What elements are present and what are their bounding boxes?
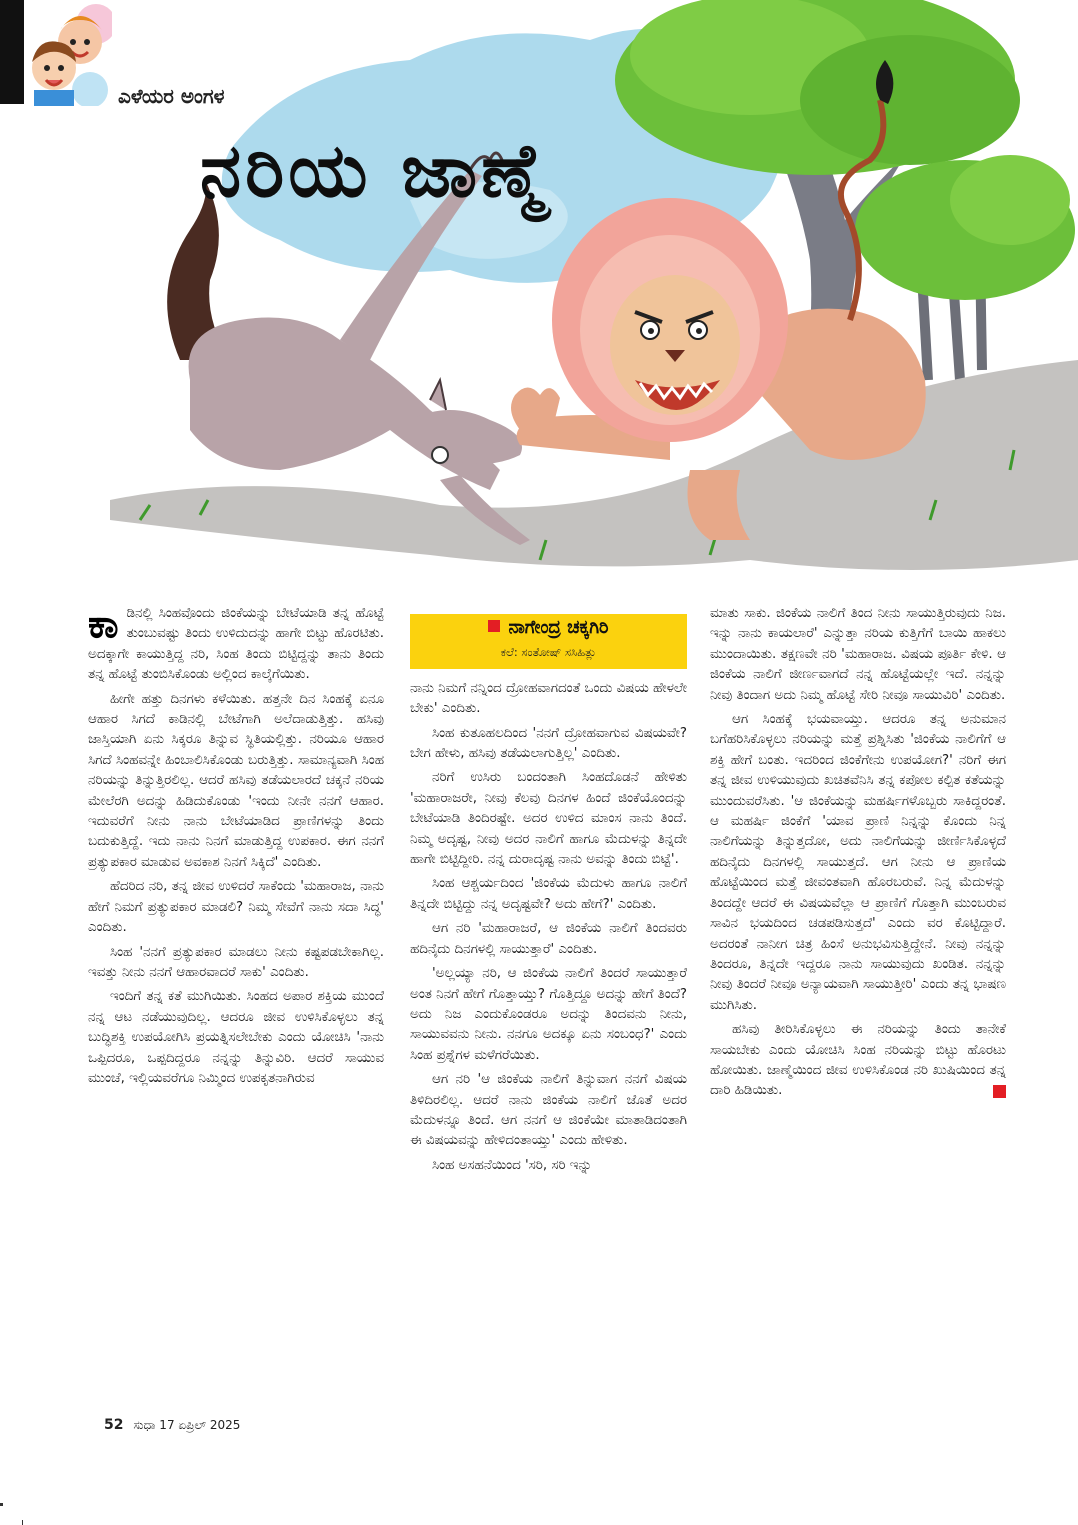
drop-cap: ಕಾ — [88, 602, 119, 646]
author-name: ನಾಗೇಂದ್ರ ಚಕ್ಕಗಿರಿ — [508, 617, 609, 638]
paragraph: ಹೀಗೇ ಹತ್ತು ದಿನಗಳು ಕಳೆಯಿತು. ಹತ್ತನೇ ದಿನ ಸಿಂಹಕ್ಕೆ ಏನೂ ಆಹಾರ ಸಿಗದೆ ಕಾಡಿನಲ್ಲಿ ಬೇಟೆಗಾಗಿ ಅಲೆದಾಡುತ್ತಿತ್ತು. ಹಸಿವು ಜಾಸ್ತಿಯಾಗಿ ಏನು ಸಿಕ್ಕರೂ ತಿನ್ನುವ ಸ್ಥಿತಿಯಲ್ಲಿತ್ತು. ನರಿಯೂ ಆಹಾರ ಸಿಗದೆ ಸಿಂಹವನ್ನೇ ಹಿಂಬಾಲಿಸಿಕೊಂಡು ಬರುತ್ತಿತ್ತು. ಸಾಮಾನ್ಯವಾಗಿ ಸಿಂಹ ನರಿಯನ್ನು ತಿನ್ನುತ್ತಿರಲಿಲ್ಲ. ಆದರೆ ಹಸಿವು ತಡೆಯಲಾರದೆ ಚಕ್ಕನೆ ನರಿಯ ಮೇಲೆರಗಿ ಅದನ್ನು ಹಿಡಿದುಕೊಂಡು 'ಇಂದು ನೀನೇ ನನಗೆ ಆಹಾರ. ಇದುವರೆಗೆ ನೀನು ನಾನು ಬೇಟೆಯಾಡಿದ ಪ್ರಾಣಿಗಳನ್ನು ತಿಂದು ಬದುಕುತ್ತಿದ್ದೆ. ಇದು ನಾನು ನಿನಗೆ ಮಾಡುತ್ತಿದ್ದ ಉಪಕಾರ. ಈಗ ನನಗೆ ಪ್ರತ್ಯುಪಕಾರ ಮಾಡುವ ಅವಕಾಶ ನಿನಗೆ ಸಿಕ್ಕಿದೆ' ಎಂದಿತು. — [88, 691, 384, 870]
column-1 — [88, 604, 384, 1093]
paragraph: ಆಗ ನರಿ 'ಆ ಜಿಂಕೆಯ ನಾಲಿಗೆ ತಿನ್ನುವಾಗ ನನಗೆ ವಿಷಯ ತಿಳಿದಿರಲಿಲ್ಲ. ಆದರೆ ನಾನು ಜಿಂಕೆಯ ನಾಲಿಗೆ ಜೊತೆ ಅದರ ಮೆದುಳನ್ನೂ ತಿಂದೆ. ಆಗ ನನಗೆ ಆ ಜಿಂಕೆಯೇ ಮಾತಾಡಿದಂತಾಗಿ ಈ ವಿಷಯವನ್ನು ಹೇಳಿದಂತಾಯ್ತು' ಎಂದು ಹೇಳಿತು. — [410, 1072, 687, 1149]
column-2 — [410, 604, 687, 1180]
paragraph: ಮಾತು ಸಾಕು. ಜಿಂಕೆಯ ನಾಲಿಗೆ ತಿಂದ ನೀನು ಸಾಯುತ್ತಿರುವುದು ನಿಜ. ಇನ್ನು ನಾನು ಕಾಯಲಾರೆ' ಎನ್ನುತ್ತಾ ನರಿಯ ಕುತ್ತಿಗೆಗೆ ಬಾಯಿ ಹಾಕಲು ಮುಂದಾಯಿತು. ತಕ್ಷಣವೇ ನರಿ 'ಮಹಾರಾಜ. ವಿಷಯ ಪೂರ್ತಿ ಕೇಳಿ. ಆ ಜಿಂಕೆಯ ನಾಲಿಗೆ ಜೀರ್ಣವಾಗದೆ ನನ್ನ ಹೊಟ್ಟೆಯಲ್ಲೇ ಇದೆ. ನನ್ನನ್ನು ನೀವು ತಿಂದಾಗ ಅದು ನಿಮ್ಮ ಹೊಟ್ಟೆ ಸೇರಿ ನೀವೂ ಸಾಯುವಿರಿ' ಎಂದಿತು. — [710, 606, 1006, 703]
page-footer — [104, 1417, 240, 1433]
page-number: 52 — [104, 1417, 124, 1433]
paragraph: ಸಿಂಹ 'ನನಗೆ ಪ್ರತ್ಯುಪಕಾರ ಮಾಡಲು ನೀನು ಕಷ್ಟಪಡಬೇಕಾಗಿಲ್ಲ. ಇವತ್ತು ನೀನು ನನಗೆ ಆಹಾರವಾದರೆ ಸಾಕು' ಎಂದಿತು. — [88, 944, 384, 980]
story-title: ನರಿಯ ಜಾಣ್ಮೆ — [200, 128, 550, 214]
paragraph: ಆಗ ನರಿ 'ಮಹಾರಾಜರೆ, ಆ ಜಿಂಕೆಯ ನಾಲಿಗೆ ತಿಂದವರು ಹದಿನೈದು ದಿನಗಳಲ್ಲಿ ಸಾಯುತ್ತಾರೆ' ಎಂದಿತು. — [410, 921, 687, 957]
square-bullet-icon — [488, 620, 500, 632]
paragraph: ನಾನು ನಿಮಗೆ ನನ್ನಿಂದ ದ್ರೋಹವಾಗದಂತೆ ಒಂದು ವಿಷಯ ಹೇಳಲೇ ಬೇಕು' ಎಂದಿತು. — [410, 680, 687, 717]
crop-mark — [22, 1520, 23, 1525]
paragraph: ನರಿಗೆ ಉಸಿರು ಬಂದಂತಾಗಿ ಸಿಂಹದೊಡನೆ ಹೇಳಿತು 'ಮಹಾರಾಜರೇ, ನೀವು ಕೆಲವು ದಿನಗಳ ಹಿಂದೆ ಜಿಂಕೆಯೊಂದನ್ನು ಬೇಟೆಯಾಡಿ ತಿಂದಿರಷ್ಟೇ. ಅದರ ಉಳಿದ ಮಾಂಸ ನಾನು ತಿಂದೆ. ನಿಮ್ಮ ಅದೃಷ್ಟ, ನೀವು ಅದರ ನಾಲಿಗೆ ಹಾಗೂ ಮೆದುಳನ್ನು ತಿನ್ನದೇ ಹಾಗೇ ಬಿಟ್ಟಿದ್ದೀರಿ. ನನ್ನ ದುರಾದೃಷ್ಟ ನಾನು ಅವನ್ನು ತಿಂದು ಬಿಟ್ಟೆ'. — [410, 770, 687, 868]
crop-mark — [0, 1503, 3, 1506]
paragraph: ಹಸಿವು ತೀರಿಸಿಕೊಳ್ಳಲು ಈ ನರಿಯನ್ನು ತಿಂದು ತಾನೇಕೆ ಸಾಯಬೇಕು ಎಂದು ಯೋಚಿಸಿ ಸಿಂಹ ನರಿಯನ್ನು ಬಿಟ್ಟು ಹೊರಟು ಹೋಯಿತು. ಜಾಣ್ಮೆಯಿಂದ ಜೀವ ಉಳಿಸಿಕೊಂಡ ನರಿ ಖುಷಿಯಿಂದ ತನ್ನ ದಾರಿ ಹಿಡಿಯಿತು. — [710, 1022, 1006, 1099]
paragraph: ಆಗ ಸಿಂಹಕ್ಕೆ ಭಯವಾಯ್ತು. ಆದರೂ ತನ್ನ ಅನುಮಾನ ಬಗೆಹರಿಸಿಕೊಳ್ಳಲು ನರಿಯನ್ನು ಮತ್ತೆ ಪ್ರಶ್ನಿಸಿತು 'ಜಿಂಕೆಯ ನಾಲಿಗೆಗೆ ಆ ಶಕ್ತಿ ಹೇಗೆ ಬಂತು. ಇದರಿಂದ ಜಿಂಕೆಗೇನು ಉಪಯೋಗ?' ನರಿಗೆ ಈಗ ತನ್ನ ಜೀವ ಉಳಿಯುವುದು ಖಚಿತವೆನಿಸಿ ತನ್ನ ಕಪೋಲ ಕಲ್ಪಿತ ಕತೆಯನ್ನು ಮುಂದುವರೆಸಿತು. 'ಆ ಜಿಂಕೆಯನ್ನು ಮಹರ್ಷಿಗಳೊಬ್ಬರು ಸಾಕಿದ್ದರಂತೆ. ಆ ಮಹರ್ಷಿ ಜಿಂಕೆಗೆ 'ಯಾವ ಪ್ರಾಣಿ ನಿನ್ನನ್ನು ಕೊಂದು ನಿನ್ನ ನಾಲಿಗೆಯನ್ನು ತಿನ್ನುತ್ತದೋ, ಅದು ನಾಲಿಗೆಯನ್ನು ಜೀರ್ಣಿಸಿಕೊಳ್ಳದೆ ಹದಿನೈದು ದಿನಗಳಲ್ಲಿ ಸಾಯುತ್ತದೆ. ಆಗ ನೀನು ಆ ಪ್ರಾಣಿಯ ಹೊಟ್ಟೆಯಿಂದ ಮತ್ತೆ ಜೀವಂತವಾಗಿ ಹೊರಬರುವೆ. ನಿನ್ನ ಮೆದುಳನ್ನು ತಿಂದದ್ದೇ ಆದರೆ ಈ ವಿಷಯವೆಲ್ಲಾ ಆ ಪ್ರಾಣಿಗೆ ಗೊತ್ತಾಗಿ ಮುಂಬರುವ ಸಾವಿನ ಭಯದಿಂದ ಚಡಪಡಿಸುತ್ತದೆ' ಎಂದು ವರ ಕೊಟ್ಟಿದ್ದಾರೆ. ಅದರಂತೆ ನಾನೀಗ ಚಿತ್ರ ಹಿಂಸೆ ಅನುಭವಿಸುತ್ತಿದ್ದೇನೆ. ನೀವು ನನ್ನನ್ನು ತಿಂದರೂ, ತಿನ್ನದೇ ಇದ್ದರೂ ನಾನು ಸಾಯುವುದು ಖಂಡಿತ. ನನ್ನನ್ನು ನೀವು ತಿಂದರೆ ನೀವೂ ಅನ್ಯಾಯವಾಗಿ ಸಾಯುತ್ತೀರಿ' ಎಂದು ತನ್ನ ಭಾಷಣ ಮುಗಿಸಿತು. — [710, 712, 1006, 1013]
corner-bar — [0, 0, 24, 104]
kids-section-logo — [24, 2, 112, 106]
paragraph: ಇಂದಿಗೆ ತನ್ನ ಕತೆ ಮುಗಿಯಿತು. ಸಿಂಹದ ಅಪಾರ ಶಕ್ತಿಯ ಮುಂದೆ ನನ್ನ ಆಟ ನಡೆಯುವುದಿಲ್ಲ. ಆದರೂ ಜೀವ ಉಳಿಸಿಕೊಳ್ಳಲು ತನ್ನ ಬುದ್ಧಿಶಕ್ತಿ ಉಪಯೋಗಿಸಿ ಪ್ರಯತ್ನಿಸಲೇಬೇಕು ಎಂದು ಯೋಚಿಸಿ 'ನಾನು ಒಪ್ಪಿದರೂ, ಒಪ್ಪದಿದ್ದರೂ ನನ್ನನ್ನು ತಿನ್ನುವಿರಿ. ಆದರೆ ಸಾಯುವ ಮುಂಚೆ, ಇಲ್ಲಿಯವರೆಗೂ ನಿಮ್ಮಿಂದ ಉಪಕೃತನಾಗಿರುವ — [88, 989, 384, 1086]
column-3 — [710, 604, 1006, 1106]
paragraph: ಸಿಂಹ ಅಸಹನೆಯಿಂದ 'ಸರಿ, ಸರಿ ಇನ್ನು — [432, 1157, 593, 1173]
section-name: ಎಳೆಯರ ಅಂಗಳ — [118, 84, 225, 108]
paragraph: ಸಿಂಹ ಕುತೂಹಲದಿಂದ 'ನನಗೆ ದ್ರೋಹವಾಗುವ ವಿಷಯವೇ? ಬೇಗ ಹೇಳು, ಹಸಿವು ತಡೆಯಲಾಗುತ್ತಿಲ್ಲ' ಎಂದಿತು. — [410, 725, 687, 762]
paragraph: ಸಿಂಹ ಆಶ್ಚರ್ಯದಿಂದ 'ಜಿಂಕೆಯ ಮೆದುಳು ಹಾಗೂ ನಾಲಿಗೆ ತಿನ್ನದೇ ಬಿಟ್ಟಿದ್ದು ನನ್ನ ಅದೃಷ್ಟವೇ? ಅದು ಹೇಗೆ?' ಎಂದಿತು. — [410, 876, 687, 912]
story-columns — [88, 604, 1006, 1410]
paragraph: ಕಾಡಿನಲ್ಲಿ ಸಿಂಹವೊಂದು ಜಿಂಕೆಯನ್ನು ಬೇಟೆಯಾಡಿ ತನ್ನ ಹೊಟ್ಟೆ ತುಂಬುವಷ್ಟು ತಿಂದು ಉಳಿದುದನ್ನು ಹಾಗೇ ಬಿಟ್ಟು ಹೊರಟಿತು. ಅದಕ್ಕಾಗೇ ಕಾಯುತ್ತಿದ್ದ ನರಿ, ಸಿಂಹ ತಿಂದು ಬಿಟ್ಟಿದ್ದನ್ನು ತಾನು ತಿಂದು ತನ್ನ ಹೊಟ್ಟೆ ತುಂಬಿಸಿಕೊಂಡು ಅಲ್ಲಿಂದ ಕಾಲ್ಕೆಗೆಯಿತು. — [88, 602, 384, 683]
story-illustration — [110, 0, 1078, 600]
paragraph: ಹೆದರಿದ ನರಿ, ತನ್ನ ಜೀವ ಉಳಿದರೆ ಸಾಕೆಂದು 'ಮಹಾರಾಜ, ನಾನು ಹೇಗೆ ನಿಮಗೆ ಪ್ರತ್ಯುಪಕಾರ ಮಾಡಲಿ? ನಿಮ್ಮ ಸೇವೆಗೆ ನಾನು ಸದಾ ಸಿದ್ಧ' ಎಂದಿತು. — [88, 879, 384, 936]
byline-box — [410, 614, 687, 669]
end-mark-icon — [993, 1085, 1006, 1098]
paragraph: 'ಅಲ್ಲಯ್ಯಾ ನರಿ, ಆ ಜಿಂಕೆಯ ನಾಲಿಗೆ ತಿಂದರೆ ಸಾಯುತ್ತಾರೆ ಅಂತ ನಿನಗೆ ಹೇಗೆ ಗೊತ್ತಾಯ್ತು? ಗೊತ್ತಿದ್ದೂ ಅದನ್ನು ಹೇಗೆ ತಿಂದೆ? ಅದು ನಿಜ ಎಂದುಕೊಂಡರೂ ಅದನ್ನು ತಿಂದವನು ನೀನು, ಸಾಯುವವನು ನೀನು. ನನಗೂ ಅದಕ್ಕೂ ಏನು ಸಂಬಂಧ?' ಎಂದು ಸಿಂಹ ಪ್ರಶ್ನೆಗಳ ಮಳೆಗರೆಯಿತು. — [410, 966, 687, 1063]
issue-info: ಸುಧಾ 17 ಏಪ್ರಿಲ್ 2025 — [133, 1418, 241, 1432]
artist-credit: ಕಲೆ: ಸಂತೋಷ್ ಸಸಿಹಿತ್ಲು — [500, 645, 597, 660]
